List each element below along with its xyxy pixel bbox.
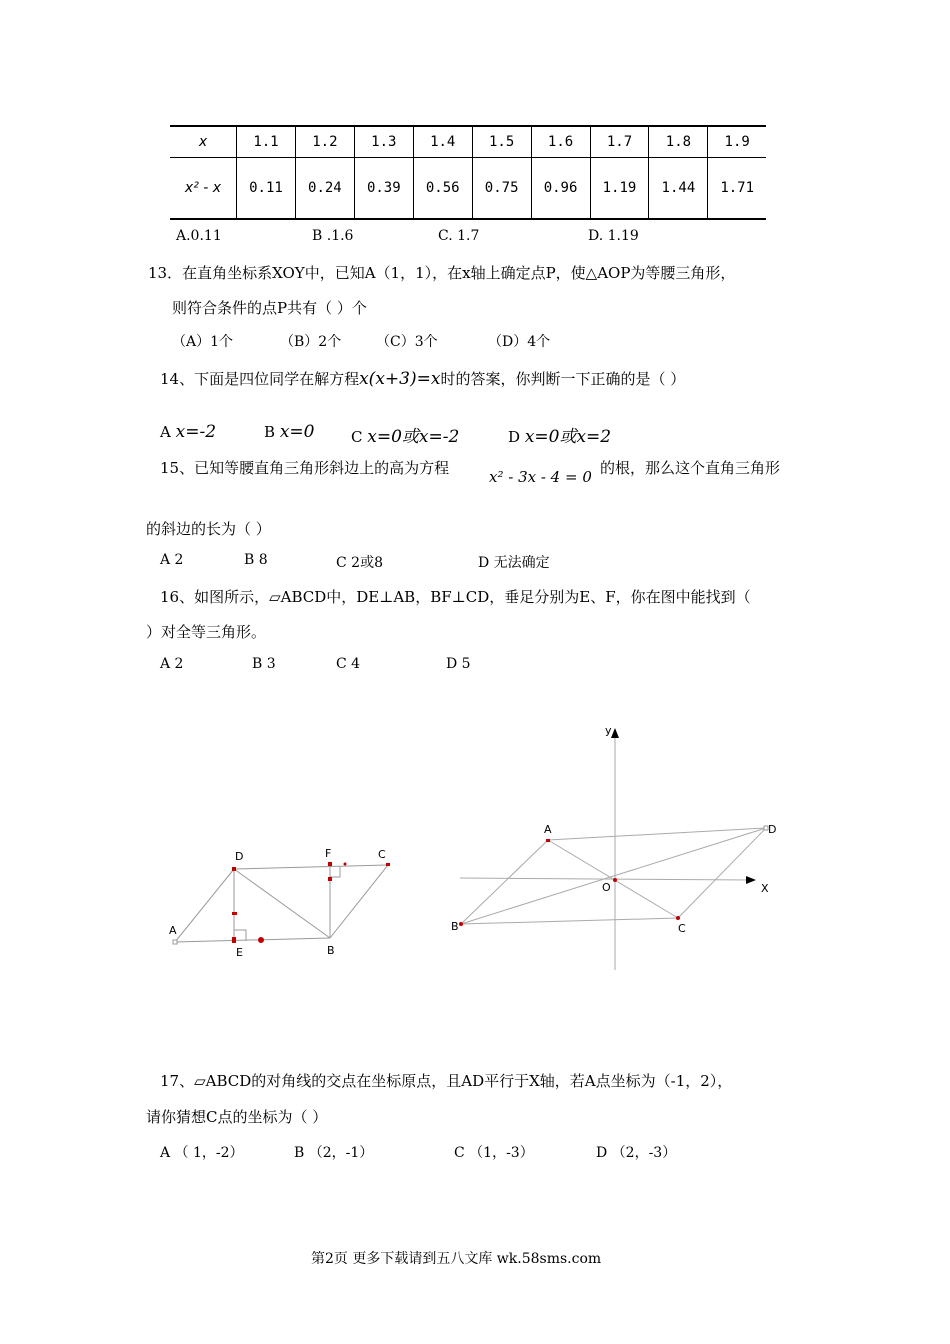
q14-text xyxy=(160,368,685,389)
figure-parallelogram xyxy=(160,840,410,970)
q13-option-c: （C）3个 xyxy=(376,334,438,350)
label-a: A xyxy=(544,823,552,836)
q17-option-c: C （1，-3） xyxy=(454,1145,534,1161)
table-row-y xyxy=(170,158,766,220)
label-d: D xyxy=(235,850,244,863)
q14-prefix: 14、下面是四位同学在解方程 xyxy=(160,370,360,388)
q17-text-line1: 17、▱ABCD的对角线的交点在坐标原点，且AD平行于X轴，若A点坐标为（-1，2）， xyxy=(160,1072,733,1090)
q17-option-b: B （2，-1） xyxy=(294,1145,374,1161)
q14-equation: x(x+3)=x xyxy=(359,369,441,389)
table-row-x xyxy=(170,126,766,158)
q13-text-line2: 则符合条件的点P共有（ ）个 xyxy=(172,299,367,317)
label-f: F xyxy=(325,847,332,860)
table-cell: 0.75 xyxy=(472,158,531,220)
table-cell: 1.9 xyxy=(708,126,766,158)
figure-coordinate-parallelogram xyxy=(440,720,780,980)
q13-text-line1: 13．在直角坐标系XOY中，已知A（1，1），在x轴上确定点P，使△AOP为等腰三角形， xyxy=(148,264,736,282)
q17-option-a: A （ 1，-2） xyxy=(160,1145,244,1161)
q17-option-d: D （2，-3） xyxy=(596,1145,677,1161)
q15-option-d: D 无法确定 xyxy=(478,555,550,571)
q16-option-d: D 5 xyxy=(446,656,471,672)
label-b: B xyxy=(327,944,335,957)
table-cell: 0.56 xyxy=(413,158,472,220)
label-c: C xyxy=(378,848,386,861)
label-c: C xyxy=(678,922,686,935)
q16-text-line1: 16、如图所示，▱ABCD中，DE⊥AB，BF⊥CD，垂足分别为E、F，你在图中能找到（ xyxy=(160,588,751,606)
table-cell: 1.1 xyxy=(237,126,296,158)
red-markers xyxy=(232,862,390,943)
table-cell: 1.5 xyxy=(472,126,531,158)
label-d: D xyxy=(768,823,777,836)
label-x: X xyxy=(761,882,769,895)
label-y: y xyxy=(605,724,612,737)
q17-text-line2: 请你猜想C点的坐标为（ ） xyxy=(146,1108,328,1126)
table-cell: 1.4 xyxy=(413,126,472,158)
value-table xyxy=(170,125,766,220)
y-axis-arrow-icon xyxy=(611,728,619,738)
table-cell: 1.6 xyxy=(531,126,590,158)
q16-option-a: A 2 xyxy=(160,656,184,672)
label-b: B xyxy=(451,920,459,933)
q15-prefix: 15、已知等腰直角三角形斜边上的高为方程 xyxy=(160,459,450,477)
q16-option-b: B 3 xyxy=(252,656,276,672)
q14-option-d: D x=0或x=2 xyxy=(508,427,612,447)
table-cell: 1.7 xyxy=(590,126,649,158)
q13-option-d: （D）4个 xyxy=(488,334,551,350)
q13-option-a: （A）1个 xyxy=(172,334,234,350)
table-cell: 1.2 xyxy=(295,126,354,158)
q12-option-c: C. 1.7 xyxy=(438,228,480,244)
label-o: O xyxy=(602,881,611,894)
table-row-label: x² - x xyxy=(170,158,237,220)
table-cell: 1.71 xyxy=(708,158,766,220)
table-cell: 1.19 xyxy=(590,158,649,220)
q12-option-a: A.0.11 xyxy=(176,228,222,244)
q12-option-d: D. 1.19 xyxy=(588,228,639,244)
table-cell: 1.3 xyxy=(354,126,413,158)
x-axis-arrow-icon xyxy=(746,876,756,884)
table-cell: 1.44 xyxy=(649,158,708,220)
q15-option-b: B 8 xyxy=(244,552,268,568)
q14-option-a: A x=-2 xyxy=(160,422,217,442)
table-cell: 0.96 xyxy=(531,158,590,220)
q14-suffix: 时的答案，你判断一下正确的是（ ） xyxy=(440,370,686,388)
q15-equation: x² - 3x - 4 = 0 xyxy=(489,468,592,486)
q15-text-line2: 的斜边的长为（ ） xyxy=(146,520,271,538)
q15-suffix: 的根，那么这个直角三角形 xyxy=(600,459,781,477)
q16-option-c: C 4 xyxy=(336,656,361,672)
q16-text-line2: ）对全等三角形。 xyxy=(146,623,267,641)
table-cell: 0.24 xyxy=(295,158,354,220)
label-e: E xyxy=(236,946,243,959)
q15-option-c: C 2或8 xyxy=(336,555,383,571)
q12-option-b: B .1.6 xyxy=(312,228,354,244)
q14-option-b: B x=0 xyxy=(264,422,315,442)
table-cell: 0.39 xyxy=(354,158,413,220)
q14-option-c: C x=0或x=-2 xyxy=(351,427,460,447)
q15-option-a: A 2 xyxy=(160,552,184,568)
page-footer: 第2页 更多下载请到五八文库 wk.58sms.com xyxy=(311,1251,602,1267)
label-a: A xyxy=(169,924,177,937)
table-cell: 1.8 xyxy=(649,126,708,158)
q13-option-b: （B）2个 xyxy=(280,334,342,350)
table-cell: 0.11 xyxy=(237,158,296,220)
table-row-label: x xyxy=(170,126,237,158)
